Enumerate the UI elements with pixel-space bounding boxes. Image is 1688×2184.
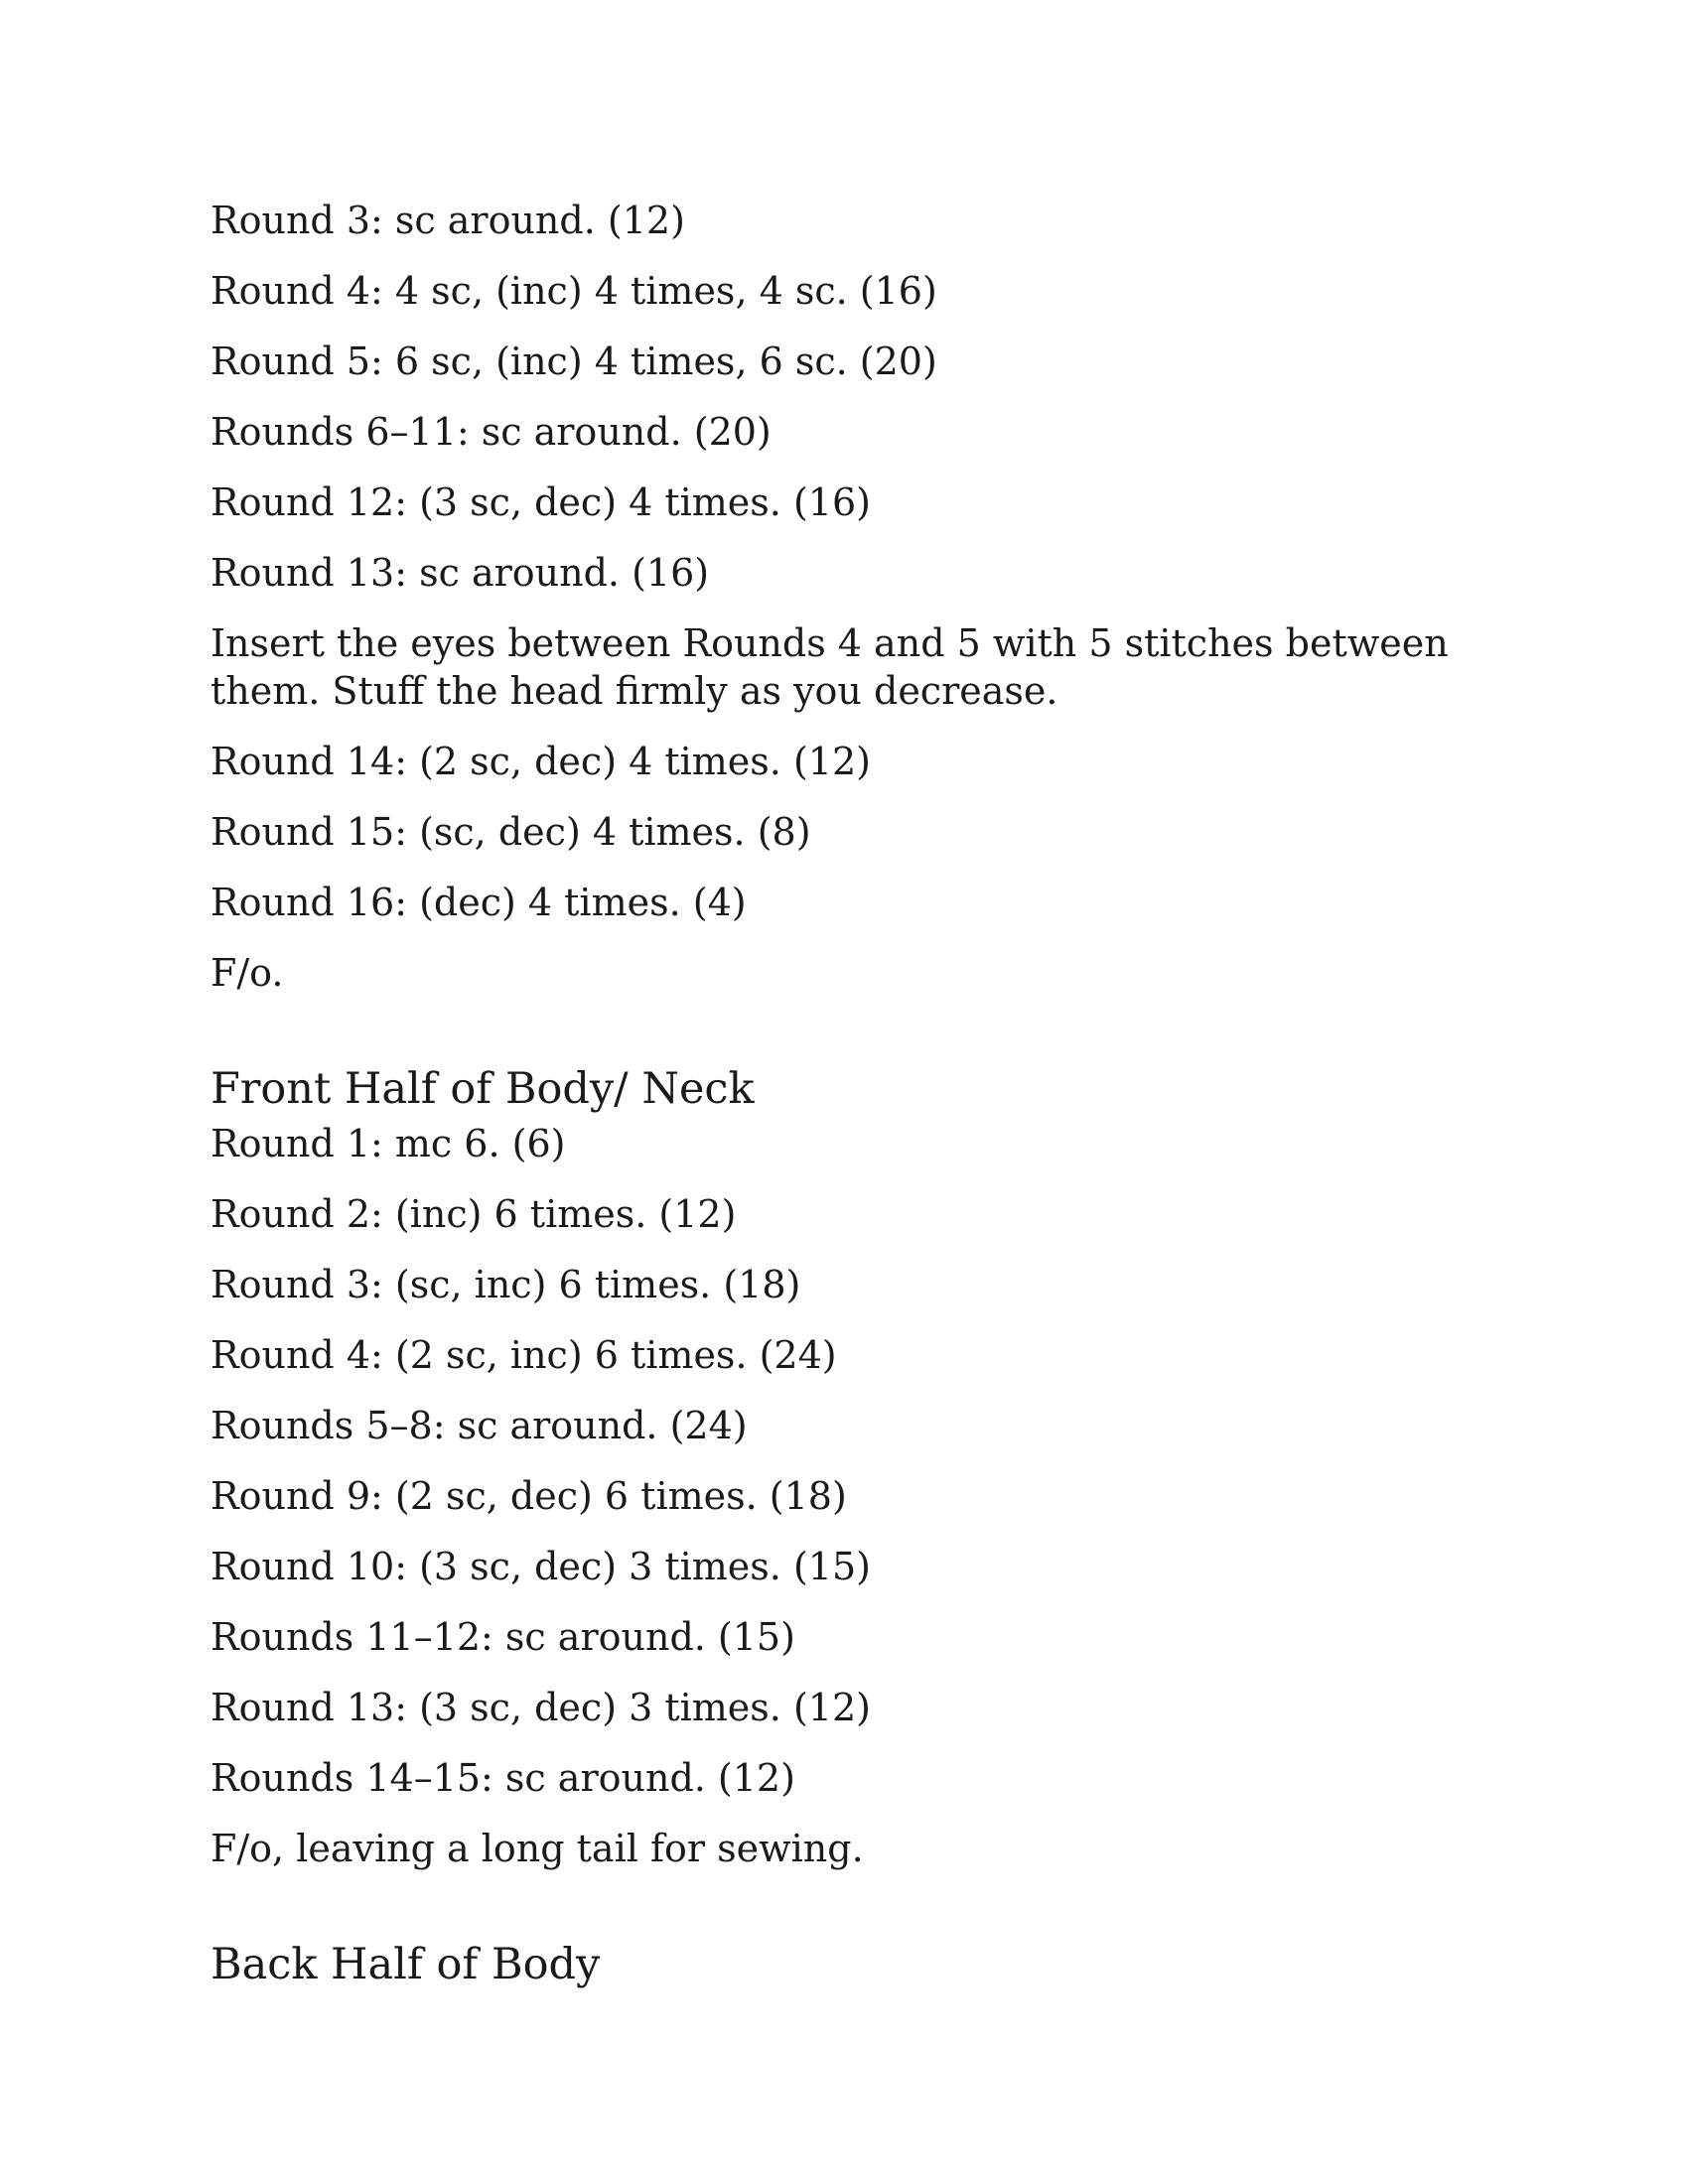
section-spacer <box>211 1895 1491 1938</box>
pattern-line: Rounds 5–8: sc around. (24) <box>211 1404 748 1447</box>
pattern-line: F/o, leaving a long tail for sewing. <box>211 1827 864 1870</box>
pattern-line: Rounds 11–12: sc around. (15) <box>211 1615 795 1659</box>
pattern-line: Round 3: sc around. (12) <box>211 199 685 242</box>
pattern-line: Round 3: (sc, inc) 6 times. (18) <box>211 1263 801 1306</box>
section-spacer <box>211 1020 1491 1062</box>
pattern-line: F/o. <box>211 951 284 995</box>
pattern-line: Round 4: (2 sc, inc) 6 times. (24) <box>211 1333 837 1377</box>
pattern-line: Round 14: (2 sc, dec) 4 times. (12) <box>211 740 871 783</box>
pattern-line: Round 12: (3 sc, dec) 4 times. (16) <box>211 480 871 524</box>
pattern-line: Rounds 6–11: sc around. (20) <box>211 410 772 454</box>
pattern-line: Round 2: (inc) 6 times. (12) <box>211 1192 737 1236</box>
pattern-line: Round 13: sc around. (16) <box>211 551 710 595</box>
section-heading-back-body: Back Half of Body <box>211 1940 601 1989</box>
instruction-note: Insert the eyes between Rounds 4 and 5 with 5 stitches between them. Stuff the head firmly as you decrease. <box>211 621 1449 713</box>
section-heading-front-body: Front Half of Body/ Neck <box>211 1064 755 1114</box>
pattern-line: Round 1: mc 6. (6) <box>211 1122 566 1165</box>
pattern-line: Rounds 14–15: sc around. (12) <box>211 1756 795 1800</box>
pattern-line: Round 4: 4 sc, (inc) 4 times, 4 sc. (16) <box>211 269 937 313</box>
pattern-line: Round 13: (3 sc, dec) 3 times. (12) <box>211 1686 871 1729</box>
pattern-line: Round 9: (2 sc, dec) 6 times. (18) <box>211 1474 847 1518</box>
pattern-line: Round 16: (dec) 4 times. (4) <box>211 881 747 924</box>
pattern-line: Round 10: (3 sc, dec) 3 times. (15) <box>211 1545 871 1588</box>
page-content <box>211 197 1491 1995</box>
pattern-line: Round 5: 6 sc, (inc) 4 times, 6 sc. (20) <box>211 340 937 383</box>
pattern-line: Round 15: (sc, dec) 4 times. (8) <box>211 810 811 854</box>
